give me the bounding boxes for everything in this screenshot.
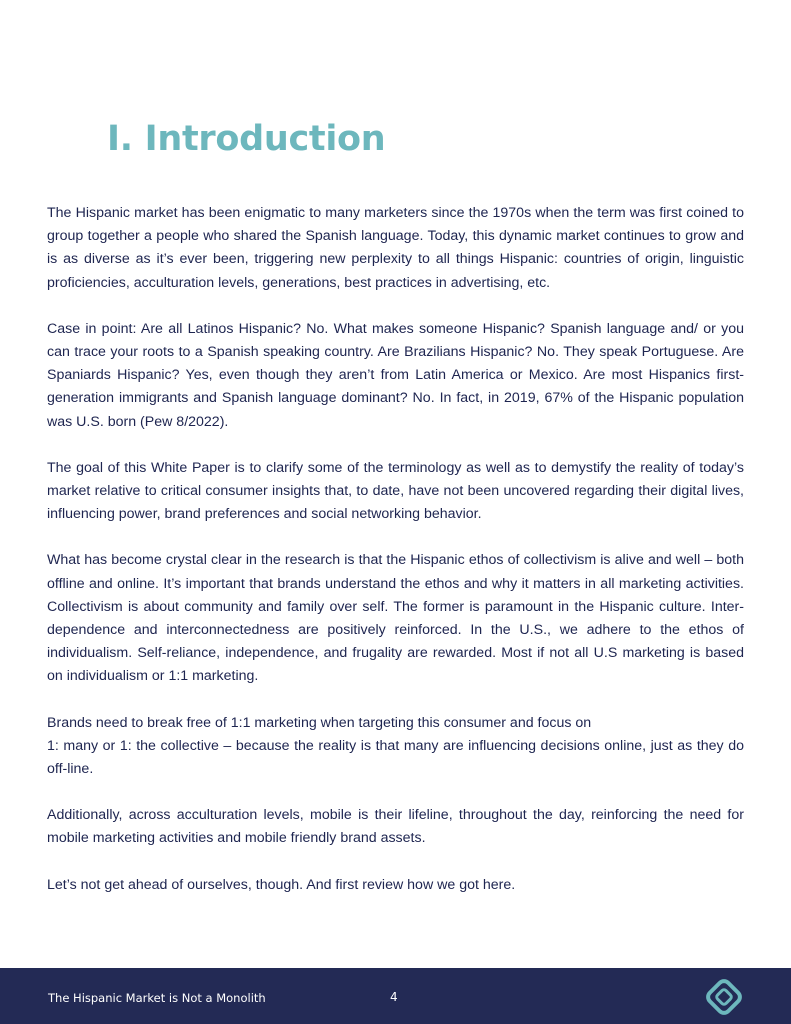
paragraph-case-in-point: Case in point: Are all Latinos Hispanic? No. What makes someone Hispanic? Spanish language and/ or you can trace your roots to a Spanish speaking country. Are Brazilians Hispanic? No. They speak Portuguese. Are Spaniards Hispanic? Yes, even though they aren’t from Latin America or Mexico. Are most Hispanics first-generation immigrants and Spanish language dominant? No. In fact, in 2019, 67% of the Hispanic population was U.S. born (Pew 8/2022). xyxy=(47,320,744,430)
paragraph-intro: The Hispanic market has been enigmatic to many marketers since the 1970s when the term was first coined to group together a people who shared the Spanish language. Today, this dynamic market continues to grow and is as diverse as it’s ever been, triggering new perplexity to all things Hispanic: countries of origin, linguistic proficiencies, acculturation levels, generations, best practices in advertising, etc. xyxy=(47,205,744,291)
diamond-logo-icon xyxy=(703,976,745,1018)
footer-title: The Hispanic Market is Not a Monolith xyxy=(48,991,266,1005)
paragraph-brands: Brands need to break free of 1:1 marketing when targeting this consumer and focus on 1: many or 1: the collective – because the reality is that many are influencing decisions online, just as they do off-line. xyxy=(47,714,744,778)
paragraph-goal: The goal of this White Paper is to clarify some of the terminology as well as to demystify the reality of today’s market relative to critical consumer insights that, to date, have not been uncovered regarding their digital lives, influencing power, brand preferences and social networking behavior. xyxy=(47,459,744,523)
page-title: I. Introduction xyxy=(107,119,386,159)
body-text xyxy=(47,202,744,920)
page-number: 4 xyxy=(390,990,398,1004)
paragraph-collectivism: What has become crystal clear in the research is that the Hispanic ethos of collectivism is alive and well – both offline and online. It’s important that brands understand the ethos and why it matters in all marketing activities. Collectivism is about community and family over self. The former is paramount in the Hispanic culture. Inter-dependence and interconnectedness are positively reinforced. In the U.S., we adhere to the ethos of individualism. Self-reliance, independence, and frugality are rewarded. Most if not all U.S marketing is based on individualism or 1:1 marketing. xyxy=(47,552,744,685)
paragraph-mobile: Additionally, across acculturation levels, mobile is their lifeline, throughout the day, reinforcing the need for mobile marketing activities and mobile friendly brand assets. xyxy=(47,807,744,847)
page-footer xyxy=(0,968,791,1024)
paragraph-closing: Let’s not get ahead of ourselves, though. And first review how we got here. xyxy=(47,876,516,893)
